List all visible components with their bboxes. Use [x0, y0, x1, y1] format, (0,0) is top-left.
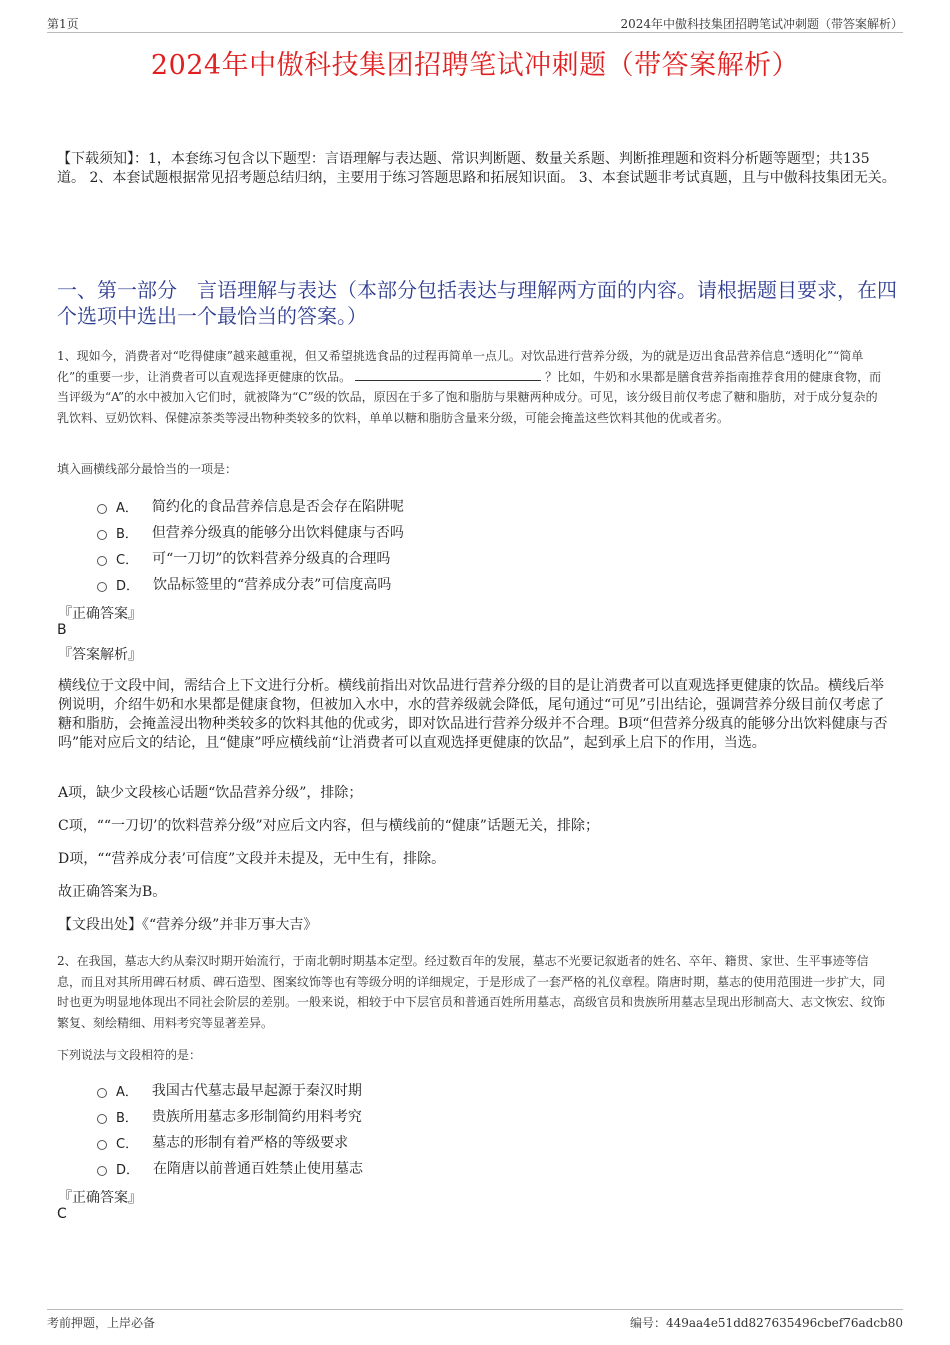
question-1-options: [97, 493, 404, 597]
page-footer: [47, 1309, 903, 1330]
explain-option-d: D项，““营养成分表’可信度”文段并未提及，无中生有，排除。: [58, 851, 446, 867]
answer-value: B: [57, 622, 67, 638]
question-2-prompt: 下列说法与文段相符的是：: [57, 1048, 202, 1062]
radio-icon[interactable]: [97, 1140, 107, 1150]
option-c[interactable]: [97, 1129, 363, 1155]
radio-icon[interactable]: [97, 504, 107, 514]
footer-slogan: 考前押题，上岸必备: [47, 1316, 156, 1330]
section-title: 一、第一部分 言语理解与表达（本部分包括表达与理解两方面的内容。请根据题目要求，在四个选项中选出一个最恰当的答案。）: [57, 278, 897, 328]
option-b[interactable]: [97, 1103, 363, 1129]
option-a[interactable]: [97, 1077, 363, 1103]
download-notice: 【下载须知】：1，本套练习包含以下题型：言语理解与表达题、常识判断题、数量关系题、判断推理题和资料分析题等题型；共135道。 2、本套试题根据常见招考题总结归纳，主要用于练习答题思路和拓展知识面。 3、本套试题非考试真题，且与中傲科技集团无关。: [57, 151, 896, 186]
option-d[interactable]: [97, 1155, 363, 1181]
page-number: 第1页: [47, 17, 79, 31]
passage-source: 【文段出处】《“营养分级”并非万事大吉》: [58, 917, 318, 933]
option-key: D．: [116, 578, 140, 594]
option-text: 墓志的形制有着严格的等级要求: [152, 1135, 349, 1151]
option-key: C．: [116, 1136, 139, 1152]
radio-icon[interactable]: [97, 1166, 107, 1176]
question-1-text-before: 1、现如今，消费者对“吃得健康”越来越重视，但又希望挑选食品的过程再简单一点儿。对饮品进行营养分级，为的就是迈出食品营养信息“透明化”“简单化”的重要一步，让消费者可以直观选择更健康的饮品。: [57, 349, 864, 384]
option-b[interactable]: [97, 519, 404, 545]
analysis-text: 横线位于文段中间，需结合上下文进行分析。横线前指出对饮品进行营养分级的目的是让消费者可以直观选择更健康的饮品。横线后举例说明，介绍牛奶和水果都是健康食物，但被加入水中，水的营养级就会降低，尾句通过“可见”引出结论，强调营养分级目前仅考虑了糖和脂肪，会掩盖浸出物种类较多的饮料其他的优或劣，即对饮品进行营养分级并不合理。B项“但营养分级真的能够分出饮料健康与否吗”能对应后文的结论，且“健康”呼应横线前“让消费者可以直观选择更健康的饮品”，起到承上启下的作用，当选。: [58, 678, 888, 751]
option-text: 简约化的食品营养信息是否会存在陷阱呢: [151, 499, 404, 515]
radio-icon[interactable]: [97, 530, 107, 540]
option-text: 在隋唐以前普通百姓禁止使用墓志: [153, 1161, 364, 1177]
explain-option-a: A项，缺少文段核心话题“饮品营养分级”，排除；: [58, 785, 363, 801]
document-title: 2024年中傲科技集团招聘笔试冲刺题（带答案解析）: [150, 50, 800, 81]
question-2-text: 2、在我国，墓志大约从秦汉时期开始流行，于南北朝时期基本定型。经过数百年的发展，墓志不光要记叙逝者的姓名、卒年、籍贯、家世、生平事迹等信息，而且对其所用碑石材质、碑石造型、图案纹饰等也有等级分明的详细规定，于是形成了一套严格的礼仪章程。隋唐时期，墓志的使用范围进一步扩大，同时也更为明显地体现出不同社会阶层的差别。一般来说，相较于中下层官员和普通百姓所用墓志，高级官员和贵族所用墓志呈现出形制高大、志文恢宏、纹饰繁复、刻绘精细、用料考究等显著差异。: [57, 954, 886, 1030]
explain-option-c: C项，““一刀切’的饮料营养分级”对应后文内容，但与横线前的“健康”话题无关，排除；: [58, 818, 599, 834]
question-2-options: [97, 1077, 363, 1181]
answer-label: 『正确答案』: [58, 1190, 142, 1206]
page-header: [47, 14, 903, 33]
option-a[interactable]: [97, 493, 404, 519]
radio-icon[interactable]: [97, 1114, 107, 1124]
option-text: 但营养分级真的能够分出饮料健康与否吗: [151, 525, 404, 541]
question-1-prompt: 填入画横线部分最恰当的一项是：: [57, 462, 238, 476]
document-id: 编号：449aa4e51dd827635496cbef76adcb80: [629, 1316, 903, 1330]
question-1-text: [57, 346, 889, 428]
radio-icon[interactable]: [97, 1088, 107, 1098]
option-key: B．: [116, 526, 138, 542]
conclusion: 故正确答案为B。: [58, 884, 167, 900]
option-text: 饮品标签里的“营养成分表”可信度高吗: [153, 577, 392, 593]
option-key: A．: [116, 1084, 138, 1100]
option-text: 可“一刀切”的饮料营养分级真的合理吗: [152, 551, 391, 567]
header-doc-title: 2024年中傲科技集团招聘笔试冲刺题（带答案解析）: [620, 17, 903, 31]
option-text: 贵族所用墓志多形制简约用料考究: [151, 1109, 362, 1125]
answer-value: C: [57, 1206, 67, 1222]
radio-icon[interactable]: [97, 556, 107, 566]
option-text: 我国古代墓志最早起源于秦汉时期: [151, 1083, 362, 1099]
answer-label: 『正确答案』: [58, 606, 142, 622]
analysis-label: 『答案解析』: [58, 647, 142, 663]
option-key: D．: [116, 1162, 140, 1178]
fill-blank-line: [355, 368, 541, 381]
question-1-text-after: ？比如，牛奶和水果都是膳食营养指南推荐食用的健康食物，而当评级为“A”的水中被加入它们时，就被降为“C”级的饮品，原因在于多了饱和脂肪与果糖两种成分。可见，该分级目前仅考虑了糖和脂肪，对于成分复杂的乳饮料、豆奶饮料、保健凉茶类等浸出物种类较多的饮料，单单以糖和脂肪含量来分级，可能会掩盖这些饮料其他的优或者劣。: [57, 369, 882, 425]
option-key: A．: [116, 500, 138, 516]
option-key: B．: [116, 1110, 138, 1126]
option-d[interactable]: [97, 571, 404, 597]
option-key: C．: [116, 552, 139, 568]
option-c[interactable]: [97, 545, 404, 571]
radio-icon[interactable]: [97, 582, 107, 592]
